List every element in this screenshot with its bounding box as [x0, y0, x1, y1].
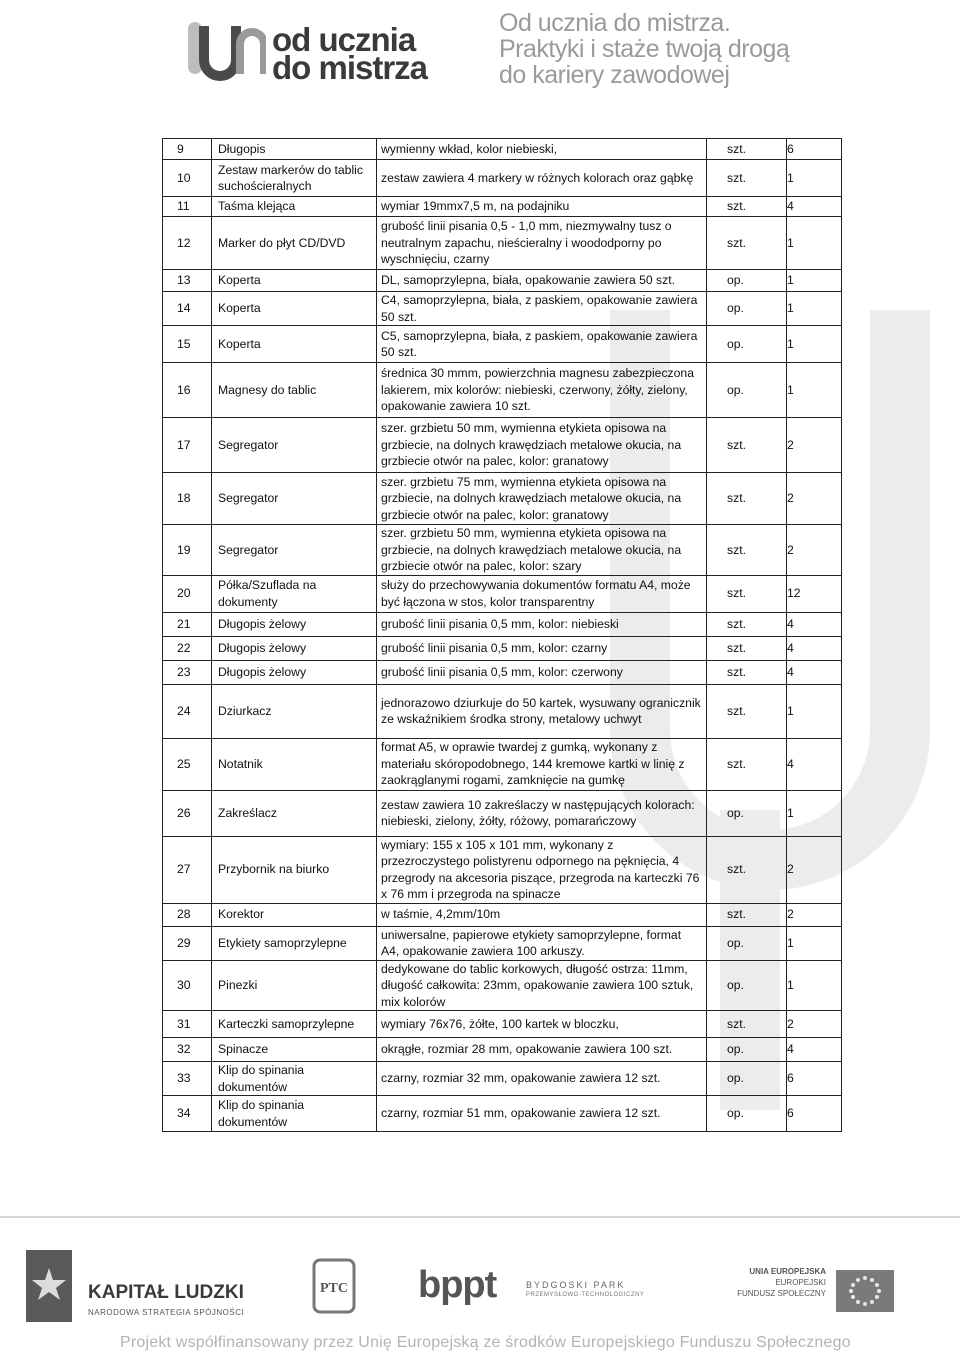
item-description: średnica 30 mmm, powierzchnia magnesu zabezpieczona lakierem, mix kolorów: niebieski, czerwony, żółty, zielony, opakowanie zawiera 10 szt. [377, 363, 707, 418]
kapital-ludzki-title: KAPITAŁ LUDZKI [88, 1282, 244, 1303]
table-row [163, 660, 842, 684]
table-row [163, 473, 842, 525]
row-number: 31 [163, 1011, 212, 1038]
table-row [163, 612, 842, 636]
row-number: 23 [163, 660, 212, 684]
item-description: grubość linii pisania 0,5 mm, kolor: czarny [377, 636, 707, 660]
table-row [163, 636, 842, 660]
item-quantity: 6 [787, 1096, 842, 1132]
item-name: Marker do płyt CD/DVD [212, 217, 377, 270]
items-table [162, 138, 842, 1132]
item-description: wymiary 76x76, żółte, 100 kartek w bloczku, [377, 1011, 707, 1038]
item-quantity: 4 [787, 197, 842, 217]
item-unit: szt. [707, 738, 787, 790]
item-unit: szt. [707, 473, 787, 525]
bppt-subtitle-2: PRZEMYSŁOWO-TECHNOLOGICZNY [526, 1292, 645, 1298]
slogan-line-2: Praktyki i staże twoją drogą [499, 35, 790, 63]
item-quantity: 2 [787, 525, 842, 576]
item-name: Spinacze [212, 1038, 377, 1062]
item-unit: szt. [707, 217, 787, 270]
table-row [163, 738, 842, 790]
logo-line-2: do mistrza [272, 49, 428, 86]
item-quantity: 1 [787, 270, 842, 292]
item-unit: op. [707, 1038, 787, 1062]
eu-text [726, 1266, 826, 1299]
item-unit: szt. [707, 903, 787, 926]
item-unit: op. [707, 363, 787, 418]
item-description: służy do przechowywania dokumentów formatu A4, może być łączona w stos, kolor transparentny [377, 575, 707, 612]
item-unit: op. [707, 960, 787, 1011]
project-funding-note: Projekt współfinansowany przez Unię Europejską ze środków Europejskiego Funduszu Społecznego [120, 1334, 851, 1351]
item-quantity: 4 [787, 660, 842, 684]
table-row [163, 160, 842, 197]
row-number: 9 [163, 139, 212, 160]
item-name: Długopis żelowy [212, 612, 377, 636]
item-unit: szt. [707, 575, 787, 612]
item-quantity: 4 [787, 612, 842, 636]
item-name: Segregator [212, 525, 377, 576]
item-description: czarny, rozmiar 32 mm, opakowanie zawiera 12 szt. [377, 1062, 707, 1096]
kapital-ludzki-logo [18, 1250, 258, 1330]
logo-wordmark [272, 21, 428, 86]
item-unit: szt. [707, 139, 787, 160]
item-quantity: 2 [787, 1011, 842, 1038]
table-row [163, 326, 842, 363]
table-row [163, 418, 842, 473]
item-unit: szt. [707, 612, 787, 636]
item-quantity: 6 [787, 1062, 842, 1096]
item-name: Zestaw markerów do tablic suchościeralnych [212, 160, 377, 197]
item-name: Dziurkacz [212, 684, 377, 738]
item-name: Segregator [212, 473, 377, 525]
row-number: 17 [163, 418, 212, 473]
item-name: Koperta [212, 292, 377, 326]
ptc-emblem-icon [312, 1258, 356, 1318]
row-number: 27 [163, 836, 212, 903]
row-number: 28 [163, 903, 212, 926]
item-unit: szt. [707, 660, 787, 684]
item-name: Magnesy do tablic [212, 363, 377, 418]
table-row [163, 926, 842, 960]
eu-line-3: FUNDUSZ SPOŁECZNY [737, 1289, 826, 1298]
item-unit: szt. [707, 418, 787, 473]
od-ucznia-logo-icon [182, 12, 266, 92]
kapital-ludzki-subtitle: NARODOWA STRATEGIA SPÓJNOŚCI [88, 1308, 245, 1317]
item-description: C4, samoprzylepna, biała, z paskiem, opakowanie zawiera 50 szt. [377, 292, 707, 326]
item-name: Taśma klejąca [212, 197, 377, 217]
item-quantity: 1 [787, 160, 842, 197]
row-number: 18 [163, 473, 212, 525]
table-row [163, 903, 842, 926]
item-name: Długopis [212, 139, 377, 160]
item-name: Długopis żelowy [212, 660, 377, 684]
row-number: 15 [163, 326, 212, 363]
item-description: grubość linii pisania 0,5 mm, kolor: czerwony [377, 660, 707, 684]
item-unit: szt. [707, 684, 787, 738]
item-description: dedykowane do tablic korkowych, długość ostrza: 11mm, długość całkowita: 23mm, opakowanie zawiera 100 sztuk, mix kolorów [377, 960, 707, 1011]
logo-line-1: od ucznia [272, 21, 416, 58]
item-unit: szt. [707, 525, 787, 576]
item-name: Klip do spinania dokumentów [212, 1062, 377, 1096]
row-number: 21 [163, 612, 212, 636]
item-unit: op. [707, 326, 787, 363]
table-row [163, 836, 842, 903]
table-row [163, 292, 842, 326]
row-number: 34 [163, 1096, 212, 1132]
table-row [163, 575, 842, 612]
item-description: okrągłe, rozmiar 28 mm, opakowanie zawiera 100 szt. [377, 1038, 707, 1062]
item-quantity: 1 [787, 926, 842, 960]
item-description: czarny, rozmiar 51 mm, opakowanie zawiera 12 szt. [377, 1096, 707, 1132]
slogan-line-1: Od ucznia do mistrza. [499, 9, 731, 37]
slogan-line-3: do kariery zawodowej [499, 61, 730, 89]
row-number: 24 [163, 684, 212, 738]
item-unit: szt. [707, 836, 787, 903]
item-description: zestaw zawiera 4 markery w różnych kolorach oraz gąbkę [377, 160, 707, 197]
page-footer [0, 1230, 960, 1363]
table-row [163, 1011, 842, 1038]
row-number: 14 [163, 292, 212, 326]
item-description: uniwersalne, papierowe etykiety samoprzylepne, format A4, opakowanie zawiera 100 arkuszy. [377, 926, 707, 960]
row-number: 30 [163, 960, 212, 1011]
table-row [163, 197, 842, 217]
item-quantity: 1 [787, 292, 842, 326]
item-quantity: 4 [787, 1038, 842, 1062]
eu-flag-icon [836, 1270, 894, 1312]
item-unit: szt. [707, 160, 787, 197]
item-quantity: 2 [787, 836, 842, 903]
row-number: 25 [163, 738, 212, 790]
eu-line-1: UNIA EUROPEJSKA [749, 1267, 826, 1276]
table-row [163, 217, 842, 270]
item-quantity: 2 [787, 418, 842, 473]
item-name: Korektor [212, 903, 377, 926]
item-name: Etykiety samoprzylepne [212, 926, 377, 960]
item-quantity: 1 [787, 326, 842, 363]
row-number: 20 [163, 575, 212, 612]
item-name: Koperta [212, 326, 377, 363]
svg-text:PTC: PTC [320, 1281, 348, 1296]
table-row [163, 363, 842, 418]
item-name: Segregator [212, 418, 377, 473]
item-description: grubość linii pisania 0,5 mm, kolor: niebieski [377, 612, 707, 636]
item-unit: szt. [707, 197, 787, 217]
table-row [163, 1038, 842, 1062]
eu-line-2: EUROPEJSKI [775, 1278, 826, 1287]
item-description: C5, samoprzylepna, biała, z paskiem, opakowanie zawiera 50 szt. [377, 326, 707, 363]
row-number: 26 [163, 790, 212, 836]
item-quantity: 2 [787, 473, 842, 525]
item-description: zestaw zawiera 10 zakreślaczy w następujących kolorach: niebieski, zielony, żółty, różowy, pomarańczowy [377, 790, 707, 836]
item-quantity: 12 [787, 575, 842, 612]
item-name: Koperta [212, 270, 377, 292]
item-quantity: 1 [787, 217, 842, 270]
header-slogan [499, 10, 789, 88]
row-number: 13 [163, 270, 212, 292]
bppt-title: bppt [418, 1264, 497, 1306]
item-quantity: 6 [787, 139, 842, 160]
item-description: wymienny wkład, kolor niebieski, [377, 139, 707, 160]
row-number: 11 [163, 197, 212, 217]
row-number: 22 [163, 636, 212, 660]
row-number: 19 [163, 525, 212, 576]
ptc-logo [312, 1258, 356, 1318]
row-number: 10 [163, 160, 212, 197]
table-row [163, 684, 842, 738]
row-number: 16 [163, 363, 212, 418]
item-unit: op. [707, 1096, 787, 1132]
item-unit: op. [707, 926, 787, 960]
row-number: 32 [163, 1038, 212, 1062]
table-row [163, 139, 842, 160]
item-description: szer. grzbietu 75 mm, wymienna etykieta opisowa na grzbiecie, na dolnych krawędziach metalowe okucia, na grzbiecie otwór na palec, kolor: granatowy [377, 473, 707, 525]
row-number: 12 [163, 217, 212, 270]
item-description: w taśmie, 4,2mm/10m [377, 903, 707, 926]
eu-logo [726, 1260, 946, 1330]
row-number: 29 [163, 926, 212, 960]
item-name: Przybornik na biurko [212, 836, 377, 903]
row-number: 33 [163, 1062, 212, 1096]
bppt-subtitle-1: BYDGOSKI PARK [526, 1280, 626, 1290]
table-row [163, 270, 842, 292]
item-description: format A5, w oprawie twardej z gumką, wykonany z materiału skóropodobnego, 144 kremowe kartki w linię z zaokrąglanymi rogami, zamknięcie na gumkę [377, 738, 707, 790]
kapital-ludzki-star-icon [18, 1250, 80, 1330]
table-row [163, 790, 842, 836]
item-description: szer. grzbietu 50 mm, wymienna etykieta opisowa na grzbiecie, na dolnych krawędziach metalowe okucia, na grzbiecie otwór na palec, kolor: szary [377, 525, 707, 576]
item-description: DL, samoprzylepna, biała, opakowanie zawiera 50 szt. [377, 270, 707, 292]
page-header [0, 0, 960, 120]
item-name: Karteczki samoprzylepne [212, 1011, 377, 1038]
item-name: Notatnik [212, 738, 377, 790]
item-description: wymiary: 155 x 105 x 101 mm, wykonany z przezroczystego polistyrenu odpornego na pęknięcia, 4 przegrody na akcesoria piszące, przegroda na karteczki 76 x 76 mm i przegroda na spinacze [377, 836, 707, 903]
item-description: jednorazowo dziurkuje do 50 kartek, wysuwany ogranicznik ze wskaźnikiem środka strony, metalowy uchwyt [377, 684, 707, 738]
table-row [163, 960, 842, 1011]
bppt-logo [418, 1260, 678, 1320]
item-unit: szt. [707, 636, 787, 660]
item-description: szer. grzbietu 50 mm, wymienna etykieta opisowa na grzbiecie, na dolnych krawędziach metalowe okucia, na grzbiecie otwór na palec, kolor: granatowy [377, 418, 707, 473]
item-quantity: 1 [787, 684, 842, 738]
item-description: wymiar 19mmx7,5 m, na podajniku [377, 197, 707, 217]
item-quantity: 2 [787, 903, 842, 926]
item-quantity: 1 [787, 790, 842, 836]
item-unit: op. [707, 790, 787, 836]
item-name: Zakreślacz [212, 790, 377, 836]
item-unit: op. [707, 1062, 787, 1096]
table-row [163, 1096, 842, 1132]
table-row [163, 525, 842, 576]
item-unit: op. [707, 270, 787, 292]
item-unit: op. [707, 292, 787, 326]
item-quantity: 1 [787, 960, 842, 1011]
table-row [163, 1062, 842, 1096]
item-quantity: 1 [787, 363, 842, 418]
item-name: Pinezki [212, 960, 377, 1011]
item-unit: szt. [707, 1011, 787, 1038]
item-quantity: 4 [787, 738, 842, 790]
footer-divider [0, 1216, 960, 1218]
item-name: Klip do spinania dokumentów [212, 1096, 377, 1132]
item-name: Długopis żelowy [212, 636, 377, 660]
item-description: grubość linii pisania 0,5 - 1,0 mm, niezmywalny tusz o neutralnym zapachu, nieścieralny i woododporny po wyschnięciu, czarny [377, 217, 707, 270]
item-quantity: 4 [787, 636, 842, 660]
item-name: Półka/Szuflada na dokumenty [212, 575, 377, 612]
